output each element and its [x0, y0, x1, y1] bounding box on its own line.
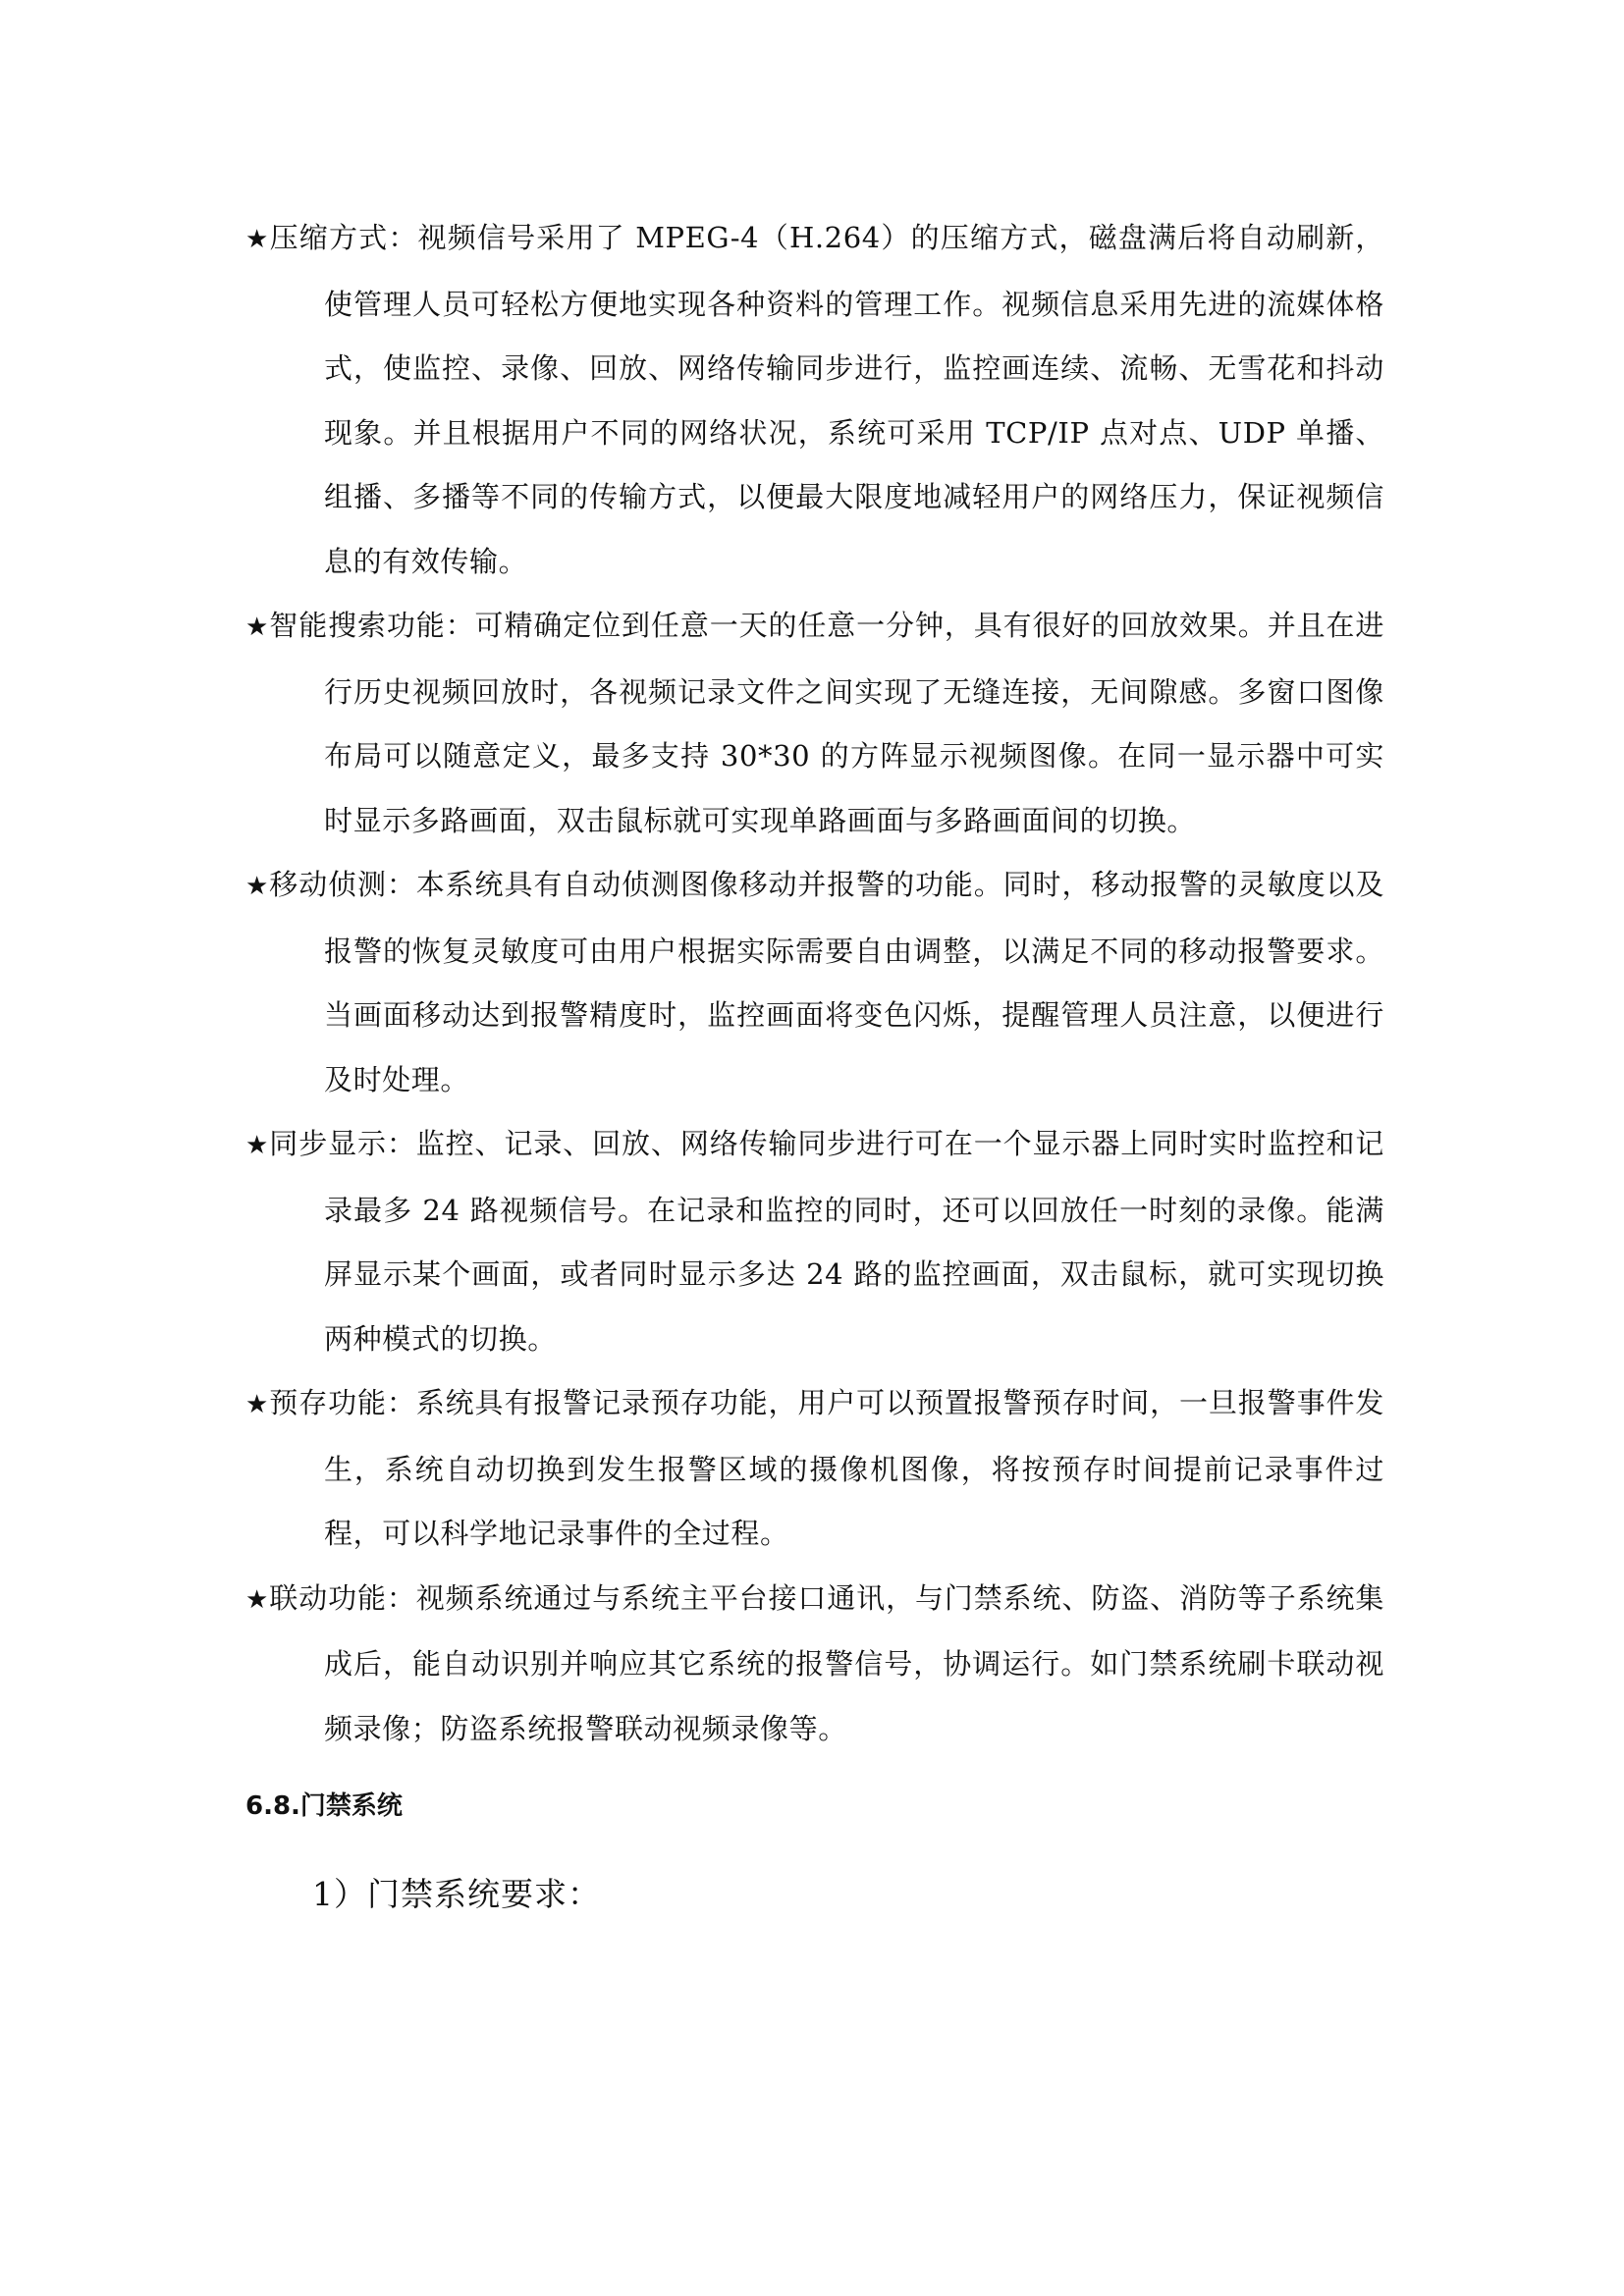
bullet-pre-record	[245, 1371, 1384, 1567]
bullet-motion-detection	[245, 853, 1384, 1112]
star-icon: ★	[245, 1390, 269, 1419]
bullet-compression	[245, 206, 1384, 594]
bullet-text: 移动侦测：本系统具有自动侦测图像移动并报警的功能。同时，移动报警的灵敏度以及报警的恢复灵敏度可由用户根据实际需要自由调整，以满足不同的移动报警要求。当画面移动达到报警精度时，监控画面将变色闪烁，提醒管理人员注意，以便进行及时处理。	[269, 868, 1384, 1096]
sub-heading: 1）门禁系统要求：	[312, 1875, 601, 1913]
bullet-text: 联动功能：视频系统通过与系统主平台接口通讯，与门禁系统、防盗、消防等子系统集成后，能自动识别并响应其它系统的报警信号，协调运行。如门禁系统刷卡联动视频录像；防盗系统报警联动视频录像等。	[269, 1580, 1384, 1745]
bullet-sync-display	[245, 1112, 1384, 1371]
bullet-text: 压缩方式：视频信号采用了 MPEG-4（H.264）的压缩方式，磁盘满后将自动刷新，使管理人员可轻松方便地实现各种资料的管理工作。视频信息采用先进的流媒体格式，使监控、录像、回放、网络传输同步进行，监控画连续、流畅、无雪花和抖动现象。并且根据用户不同的网络状况，系统可采用 TCP/IP 点对点、UDP 单播、组播、多播等不同的传输方式，以便最大限度地减轻用户的网络压力，保证视频信息的有效传输。	[269, 221, 1384, 578]
feature-bullet-list	[245, 206, 1384, 1761]
star-icon: ★	[245, 872, 269, 901]
star-icon: ★	[245, 1131, 269, 1160]
star-icon: ★	[245, 613, 269, 642]
bullet-linkage	[245, 1567, 1384, 1762]
star-icon: ★	[245, 1584, 269, 1615]
bullet-text: 智能搜索功能：可精确定位到任意一天的任意一分钟，具有很好的回放效果。并且在进行历史视频回放时，各视频记录文件之间实现了无缝连接，无间隙感。多窗口图像布局可以随意定义，最多支持 30*30 的方阵显示视频图像。在同一显示器中可实时显示多路画面，双击鼠标就可实现单路画面与多路画面间的切换。	[269, 609, 1384, 837]
bullet-text: 同步显示：监控、记录、回放、网络传输同步进行可在一个显示器上同时实时监控和记录最多 24 路视频信号。在记录和监控的同时，还可以回放任一时刻的录像。能满屏显示某个画面，或者同时显示多达 24 路的监控画面，双击鼠标，就可实现切换两种模式的切换。	[269, 1127, 1384, 1356]
section-heading: 6.8.门禁系统	[245, 1791, 403, 1821]
bullet-text: 预存功能：系统具有报警记录预存功能，用户可以预置报警预存时间，一旦报警事件发生，系统自动切换到发生报警区域的摄像机图像，将按预存时间提前记录事件过程，可以科学地记录事件的全过程。	[269, 1386, 1384, 1550]
bullet-smart-search	[245, 594, 1384, 853]
star-icon: ★	[245, 225, 269, 254]
